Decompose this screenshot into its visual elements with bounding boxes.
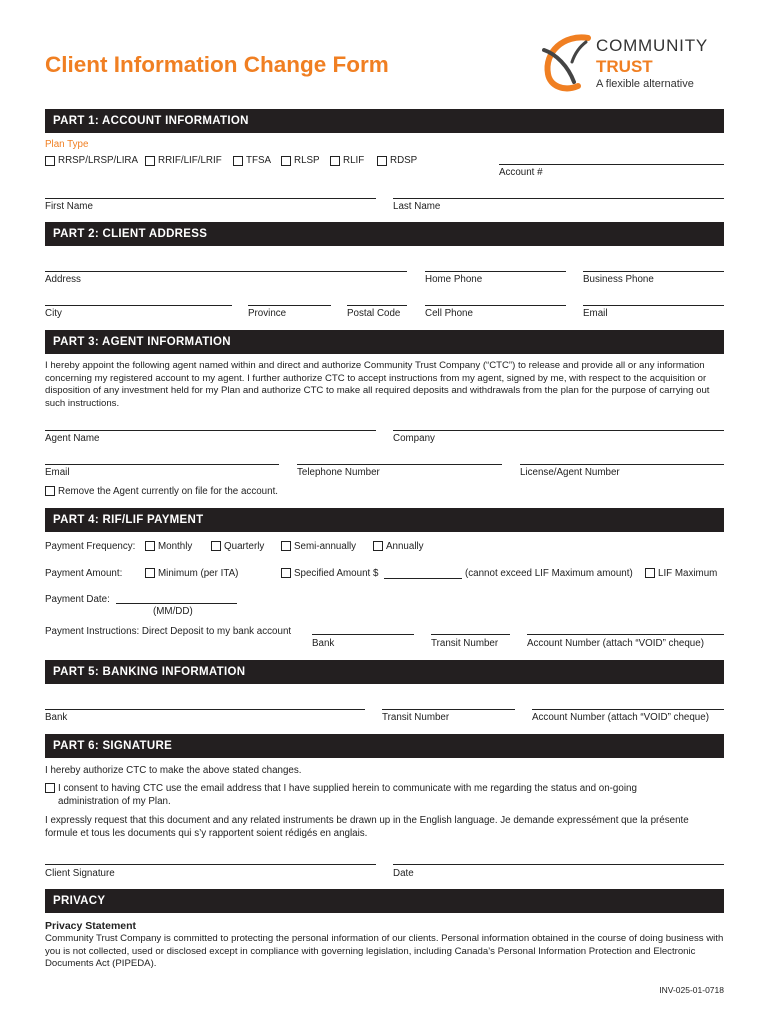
plan-type-label: Plan Type — [45, 139, 89, 150]
plan-tfsa-label: TFSA — [246, 155, 272, 166]
plan-rdsp-label: RDSP — [390, 155, 418, 166]
signature-date-field[interactable] — [393, 864, 724, 865]
client-signature-label: Client Signature — [45, 868, 115, 879]
cell-phone-field[interactable] — [425, 305, 566, 306]
province-label: Province — [248, 308, 287, 319]
account-field[interactable] — [532, 709, 724, 710]
email-consent-checkbox[interactable] — [45, 783, 55, 793]
plan-tfsa-checkbox[interactable] — [233, 156, 243, 166]
city-field[interactable] — [45, 305, 232, 306]
english-request-line-1: I expressly request that this document and any related instruments be drawn up in the English language. Je demande expressément que la présente — [45, 815, 689, 826]
company-field[interactable] — [393, 430, 724, 431]
authorize-text: I hereby authorize CTC to make the above stated changes. — [45, 765, 302, 776]
payment-amount-label: Payment Amount: — [45, 568, 123, 579]
part3-header: PART 3: AGENT INFORMATION — [45, 330, 724, 354]
english-request-line-2: formule et tous les documents qui s’y rapportent soient rédigés en anglais. — [45, 828, 368, 839]
agent-email-label: Email — [45, 467, 70, 478]
payment-instructions-label: Payment Instructions: Direct Deposit to my bank account — [45, 626, 292, 637]
plan-rrif-checkbox[interactable] — [145, 156, 155, 166]
part2-header: PART 2: CLIENT ADDRESS — [45, 222, 724, 246]
last-name-field[interactable] — [393, 198, 724, 199]
plan-rrif-label: RRIF/LIF/LRIF — [158, 155, 222, 166]
license-number-field[interactable] — [520, 464, 724, 465]
frequency-quarterly-label: Quarterly — [224, 541, 265, 552]
logo-tagline: A flexible alternative — [596, 78, 694, 90]
payment-transit-field[interactable] — [431, 634, 510, 635]
plan-rrsp-checkbox[interactable] — [45, 156, 55, 166]
agent-email-field[interactable] — [45, 464, 279, 465]
agent-authorization-paragraph: I hereby appoint the following agent named within and direct and authorize Community Trust Company (“CTC”) to release and provide all or any information concerning my registered account to my agent. I further authorize CTC to accept instructions from my agent, signed by me, with respect to the acquisition or disposition of any investment held for my Plan and authorize CTC to make all required deposits and withdrawals from the plan for the purpose of carrying out such instructions. — [45, 360, 710, 409]
part4-header: PART 4: RIF/LIF PAYMENT — [45, 508, 724, 532]
payment-transit-label: Transit Number — [431, 638, 499, 649]
license-number-label: License/Agent Number — [520, 467, 620, 478]
swoosh-icon — [534, 32, 596, 96]
business-phone-field[interactable] — [583, 271, 724, 272]
first-name-label: First Name — [45, 201, 93, 212]
bank-field[interactable] — [45, 709, 365, 710]
part6-header: PART 6: SIGNATURE — [45, 734, 724, 758]
bank-label: Bank — [45, 712, 68, 723]
logo-word-community: COMMUNITY — [596, 36, 709, 55]
payment-account-field[interactable] — [527, 634, 724, 635]
plan-rlif-checkbox[interactable] — [330, 156, 340, 166]
agent-telephone-label: Telephone Number — [297, 467, 380, 478]
plan-rlsp-label: RLSP — [294, 155, 320, 166]
privacy-header: PRIVACY — [45, 889, 724, 913]
frequency-annually-label: Annually — [386, 541, 424, 552]
payment-date-format: (MM/DD) — [153, 606, 193, 617]
account-number-field[interactable] — [499, 164, 724, 165]
plan-rrsp-label: RRSP/LRSP/LIRA — [58, 155, 139, 166]
transit-field[interactable] — [382, 709, 515, 710]
last-name-label: Last Name — [393, 201, 441, 212]
amount-specified-checkbox[interactable] — [281, 568, 291, 578]
frequency-monthly-checkbox[interactable] — [145, 541, 155, 551]
payment-frequency-label: Payment Frequency: — [45, 541, 136, 552]
frequency-monthly-label: Monthly — [158, 541, 193, 552]
first-name-field[interactable] — [45, 198, 376, 199]
agent-name-label: Agent Name — [45, 433, 100, 444]
frequency-quarterly-checkbox[interactable] — [211, 541, 221, 551]
remove-agent-checkbox[interactable] — [45, 486, 55, 496]
business-phone-label: Business Phone — [583, 274, 654, 285]
form-code: INV-025-01-0718 — [659, 985, 724, 995]
company-label: Company — [393, 433, 435, 444]
amount-minimum-label: Minimum (per ITA) — [158, 568, 239, 579]
payment-account-label: Account Number (attach “VOID” cheque) — [527, 638, 704, 649]
consent-line-1: I consent to having CTC use the email address that I have supplied herein to communicate with me regarding the status and on-going — [58, 783, 637, 794]
privacy-statement-text: Community Trust Company is committed to protecting the personal information of our clients. Personal information obtained in the course of doing business with you is not collected, used or disclosed except in compliance with governing legislation, including Canada’s Personal Information Protection and Electronic Documents Act (PIPEDA). — [45, 933, 724, 970]
payment-date-field[interactable] — [116, 603, 237, 604]
form-title: Client Information Change Form — [45, 52, 389, 77]
remove-agent-label: Remove the Agent currently on file for the account. — [58, 486, 279, 497]
frequency-semiannual-label: Semi-annually — [294, 541, 357, 552]
address-field[interactable] — [45, 271, 407, 272]
agent-telephone-field[interactable] — [297, 464, 502, 465]
consent-line-2: administration of my Plan. — [58, 796, 171, 807]
payment-bank-label: Bank — [312, 638, 335, 649]
city-label: City — [45, 308, 62, 319]
address-label: Address — [45, 274, 81, 285]
cell-phone-label: Cell Phone — [425, 308, 473, 319]
email-field[interactable] — [583, 305, 724, 306]
agent-name-field[interactable] — [45, 430, 376, 431]
amount-lif-max-checkbox[interactable] — [645, 568, 655, 578]
account-label: Account Number (attach “VOID” cheque) — [532, 712, 709, 723]
privacy-statement-title: Privacy Statement — [45, 920, 137, 932]
amount-minimum-checkbox[interactable] — [145, 568, 155, 578]
home-phone-label: Home Phone — [425, 274, 483, 285]
logo-word-trust: TRUST — [596, 57, 653, 76]
frequency-annually-checkbox[interactable] — [373, 541, 383, 551]
payment-bank-field[interactable] — [312, 634, 414, 635]
cannot-exceed-label: (cannot exceed LIF Maximum amount) — [465, 568, 633, 579]
payment-date-label: Payment Date: — [45, 594, 110, 605]
plan-rdsp-checkbox[interactable] — [377, 156, 387, 166]
signature-date-label: Date — [393, 868, 414, 879]
specified-amount-field[interactable] — [384, 578, 462, 579]
home-phone-field[interactable] — [425, 271, 566, 272]
lif-max-label: LIF Maximum — [658, 568, 718, 579]
plan-rlsp-checkbox[interactable] — [281, 156, 291, 166]
postal-code-label: Postal Code — [347, 308, 401, 319]
account-number-label: Account # — [499, 167, 543, 178]
postal-code-field[interactable] — [347, 305, 407, 306]
frequency-semiannual-checkbox[interactable] — [281, 541, 291, 551]
province-field[interactable] — [248, 305, 331, 306]
part1-header: PART 1: ACCOUNT INFORMATION — [45, 109, 724, 133]
part5-header: PART 5: BANKING INFORMATION — [45, 660, 724, 684]
transit-label: Transit Number — [382, 712, 450, 723]
client-signature-field[interactable] — [45, 864, 376, 865]
amount-specified-label: Specified Amount $ — [294, 568, 379, 579]
email-label: Email — [583, 308, 608, 319]
plan-rlif-label: RLIF — [343, 155, 365, 166]
community-trust-logo — [534, 32, 730, 96]
